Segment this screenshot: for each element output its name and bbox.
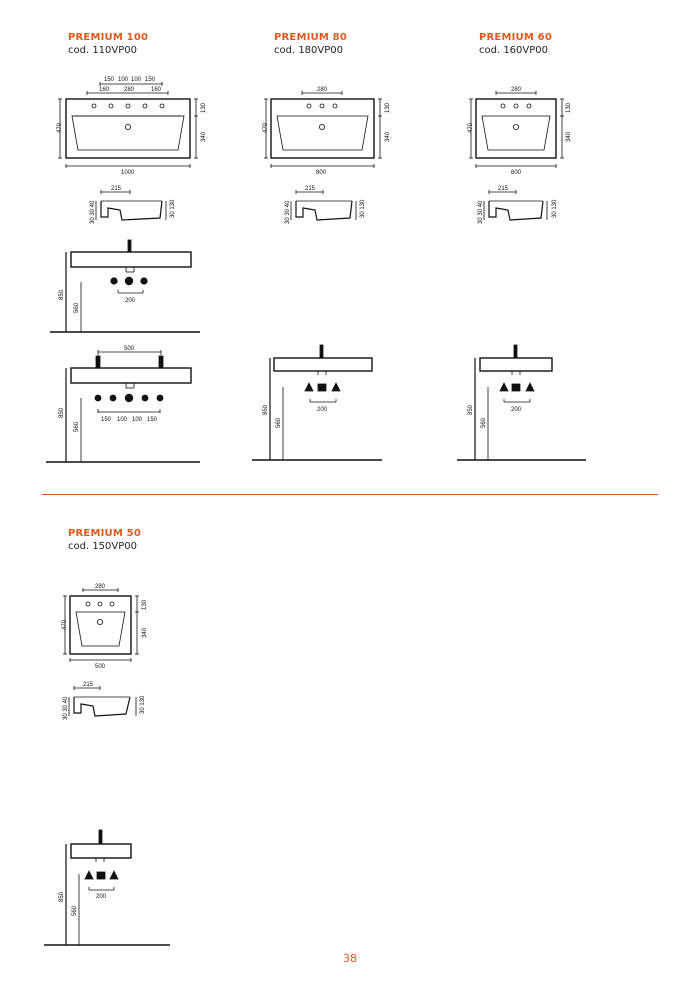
premium-60-elevation	[457, 345, 586, 460]
premium-100-elevation-2	[46, 350, 200, 462]
dim-label: 850	[59, 407, 65, 418]
dim-label: 200	[125, 298, 136, 304]
dim-label: 500	[95, 664, 106, 670]
dim-label: 30 130	[140, 695, 146, 714]
dim-label: 470	[62, 619, 68, 630]
dim-label: 500	[124, 346, 135, 352]
premium-60-top-view	[469, 91, 564, 168]
dim-label: 850	[59, 891, 65, 902]
dim-label: 560	[74, 302, 80, 313]
dim-label: 850	[59, 289, 65, 300]
dim-label: 100	[131, 77, 142, 83]
dim-label: 30 130	[552, 199, 558, 218]
premium-100-elevation-1	[50, 240, 200, 332]
dim-label: 150	[147, 417, 158, 423]
dim-label: 200	[317, 407, 328, 413]
dim-label: 280	[511, 87, 522, 93]
dim-label: 340	[385, 131, 391, 142]
premium-60-section	[484, 190, 547, 220]
dim-label: 30 30 40	[63, 696, 69, 720]
dim-label: 215	[83, 682, 94, 688]
dim-label: 30 30 40	[478, 200, 484, 224]
dim-label: 30 30 40	[90, 200, 96, 224]
product-title: PREMIUM 80	[274, 32, 348, 43]
dim-label: 30 30 40	[285, 200, 291, 224]
dim-label: 340	[201, 131, 207, 142]
dim-label: 100	[132, 417, 143, 423]
dim-label: 600	[511, 170, 522, 176]
dim-label: 150	[104, 77, 115, 83]
premium-50-top-view	[63, 588, 139, 662]
premium-80-section	[291, 190, 356, 220]
dim-label: 215	[305, 186, 316, 192]
dim-label: 130	[566, 102, 572, 113]
dim-label: 340	[142, 627, 148, 638]
premium-80-top-view	[264, 91, 382, 168]
dim-label: 200	[96, 894, 107, 900]
dim-label: 560	[72, 905, 78, 916]
product-code: cod. 150VP00	[68, 541, 138, 552]
dim-label: 130	[201, 102, 207, 113]
dim-label: 470	[57, 122, 63, 133]
dim-label: 150	[101, 417, 112, 423]
dim-label: 470	[263, 122, 269, 133]
premium-50-section	[69, 686, 136, 716]
dim-label: 800	[316, 170, 327, 176]
premium-100-top-view	[58, 82, 198, 168]
dim-label: 560	[276, 417, 282, 428]
premium-80-elevation	[252, 345, 382, 460]
dim-label: 280	[95, 584, 106, 590]
premium-100-section	[96, 190, 166, 220]
dim-label: 1000	[121, 170, 135, 176]
page-number: 38	[343, 952, 357, 965]
dim-label: 130	[385, 102, 391, 113]
dim-label: 160	[151, 87, 162, 93]
dim-label: 160	[99, 87, 110, 93]
dim-label: 560	[481, 417, 487, 428]
dim-label: 470	[468, 122, 474, 133]
dim-label: 850	[263, 404, 269, 415]
product-title: PREMIUM 50	[68, 528, 142, 539]
dim-label: 215	[498, 186, 509, 192]
dim-label: 100	[118, 77, 129, 83]
section-divider	[42, 494, 658, 495]
product-code: cod. 180VP00	[274, 45, 344, 56]
dim-label: 850	[468, 404, 474, 415]
dim-label: 560	[74, 421, 80, 432]
dim-label: 340	[566, 131, 572, 142]
dim-label: 280	[124, 87, 135, 93]
product-title: PREMIUM 60	[479, 32, 553, 43]
dim-label: 280	[317, 87, 328, 93]
dim-label: 215	[111, 186, 122, 192]
product-title: PREMIUM 100	[68, 32, 149, 43]
dim-label: 100	[117, 417, 128, 423]
dim-label: 200	[511, 407, 522, 413]
premium-50-elevation	[44, 830, 170, 945]
dim-label: 130	[142, 599, 148, 610]
product-code: cod. 110VP00	[68, 45, 138, 56]
product-code: cod. 160VP00	[479, 45, 549, 56]
dim-label: 30 130	[360, 199, 366, 218]
dim-label: 30 130	[170, 199, 176, 218]
dim-label: 150	[145, 77, 156, 83]
